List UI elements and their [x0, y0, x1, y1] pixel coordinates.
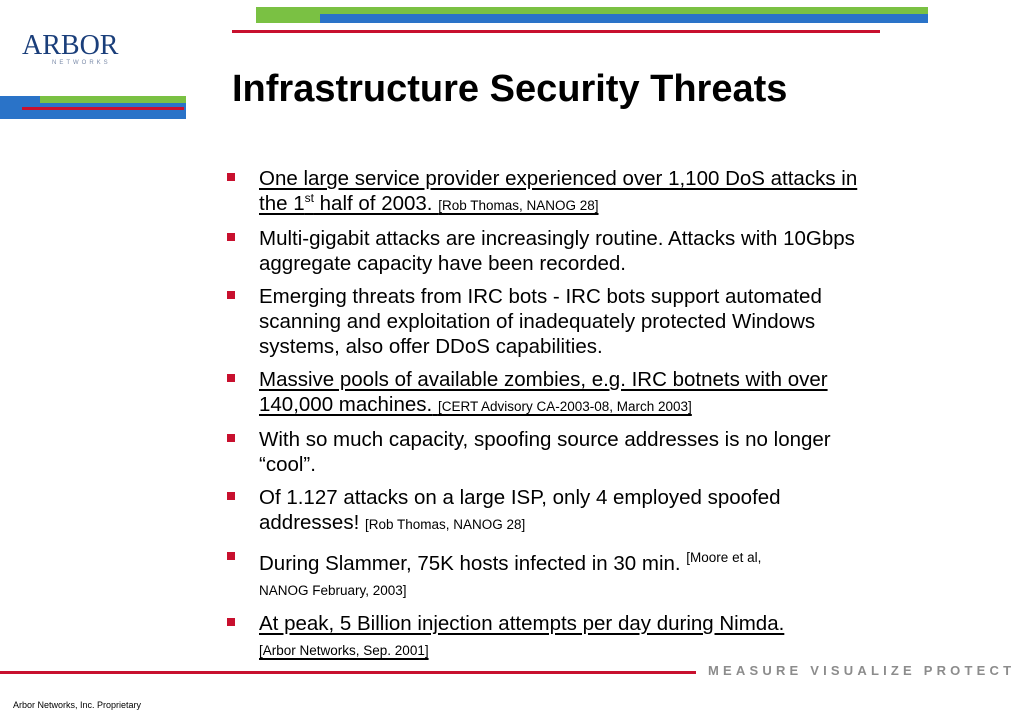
bullet-square-icon — [227, 374, 235, 382]
bullet-text-part: At peak, 5 Billion injection attempts per day during Nimda. — [259, 612, 785, 635]
bullet-square-icon — [227, 492, 235, 500]
footer-tagline: MEASURE VISUALIZE PROTECT — [708, 663, 1015, 678]
bullet-item — [222, 367, 882, 419]
footer-red-line — [0, 671, 696, 674]
citation: [CERT Advisory CA-2003-08, March 2003] — [437, 399, 692, 414]
bullet-item — [222, 427, 882, 477]
bullet-text-part: During Slammer, 75K hosts infected in 30 min. — [259, 552, 681, 575]
bullet-text — [259, 612, 784, 660]
logo-subtext: NETWORKS — [52, 60, 111, 66]
arbor-logo — [22, 30, 134, 70]
bullet-text — [259, 368, 828, 416]
top-red-line — [232, 30, 880, 33]
bullet-square-icon — [227, 434, 235, 442]
citation: [Rob Thomas, NANOG 28] — [364, 517, 526, 532]
bullet-text — [259, 552, 761, 600]
bullet-square-icon — [227, 233, 235, 241]
bullet-item — [222, 226, 882, 276]
bullet-square-icon — [227, 291, 235, 299]
bullet-list — [222, 166, 882, 671]
bullet-square-icon — [227, 173, 235, 181]
superscript: st — [304, 191, 314, 206]
logo-wordmark: ARBOR — [22, 30, 119, 61]
bullet-text-part: half of 2003. — [313, 192, 433, 215]
left-blue-bar — [40, 103, 186, 119]
bullet-text-part: Massive pools of available zombies, e.g. IRC botnets with over 140,000 machines. — [259, 368, 828, 416]
bullet-text — [259, 167, 857, 215]
bullet-item — [222, 485, 882, 537]
bullet-text-part: Of 1.127 attacks on a large ISP, only 4 employed spoofed addresses! — [259, 486, 781, 534]
top-green-bar — [320, 7, 928, 14]
citation: [Rob Thomas, NANOG 28] — [438, 198, 599, 213]
bullet-item — [222, 611, 882, 663]
left-red-line — [22, 107, 184, 110]
footer-proprietary-notice: Arbor Networks, Inc. Proprietary — [13, 700, 142, 710]
bullet-square-icon — [227, 618, 235, 626]
bullet-text-part: One large service provider experienced over 1,100 DoS attacks in the 1 — [259, 167, 858, 215]
citation-superscript: [Moore et al, — [686, 550, 762, 565]
bullet-item — [222, 545, 882, 603]
bullet-text — [259, 486, 781, 534]
left-green-bar — [40, 96, 186, 103]
bullet-item — [222, 284, 882, 359]
top-green-block — [256, 7, 320, 23]
bullet-text: Multi-gigabit attacks are increasingly routine. Attacks with 10Gbps aggregate capacity have been recorded. — [259, 227, 855, 275]
bullet-text: Emerging threats from IRC bots - IRC bots support automated scanning and exploitation of inadequately protected Windows systems, also offer DDoS capabilities. — [259, 285, 822, 358]
bullet-text: With so much capacity, spoofing source addresses is no longer “cool”. — [259, 428, 831, 476]
bullet-square-icon — [227, 552, 235, 560]
bullet-item — [222, 166, 882, 218]
citation: NANOG February, 2003] — [259, 583, 407, 598]
citation: [Arbor Networks, Sep. 2001] — [259, 643, 429, 658]
slide-title: Infrastructure Security Threats — [232, 68, 788, 110]
